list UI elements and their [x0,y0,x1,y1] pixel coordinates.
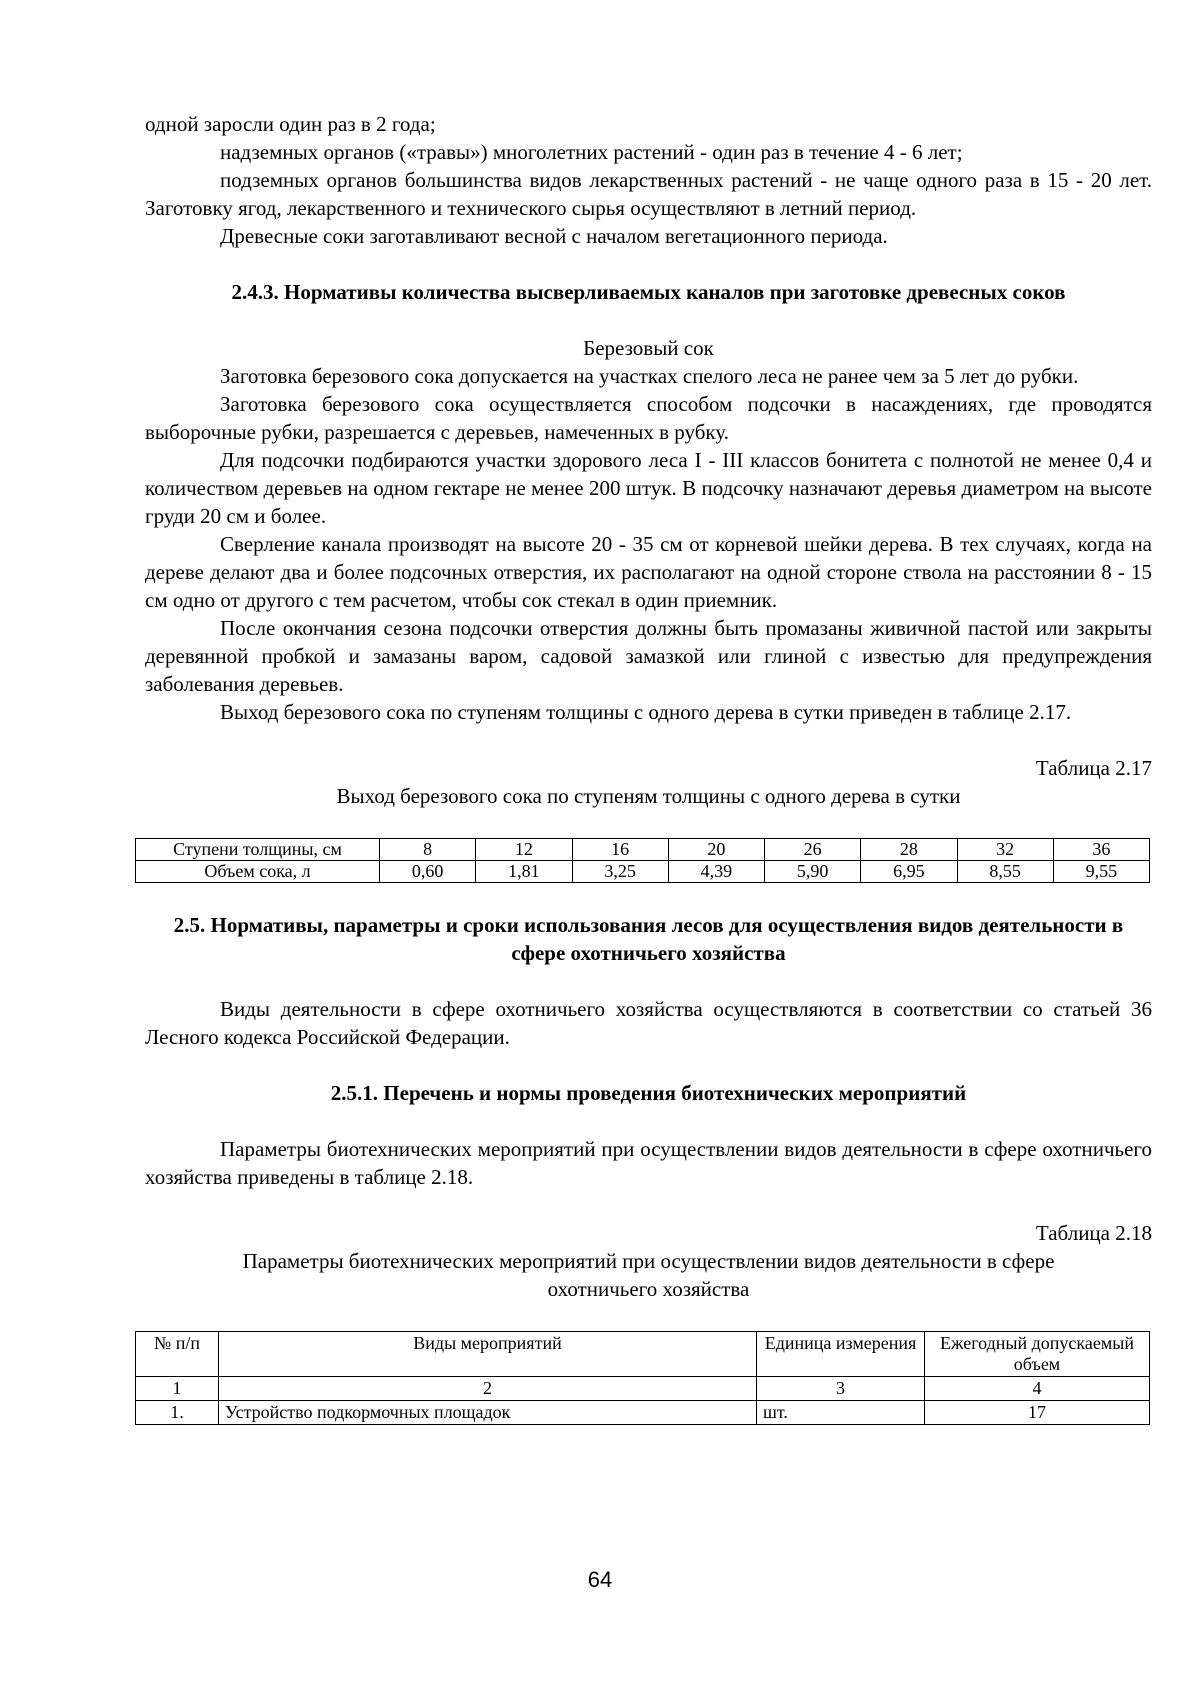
section-heading-2-4-3: 2.4.3. Нормативы количества высверливаемых каналов при заготовке древесных соков [231,280,1066,304]
table-cell: Объем сока, л [136,861,380,883]
paragraph: Заготовка березового сока осуществляется способом подсочки в насаждениях, где проводятся выборочные рубки, разрешается с деревьев, намеченных в рубку. [145,392,1152,444]
paragraph: Параметры биотехнических мероприятий при осуществлении видов деятельности в сфере охотничьего хозяйства приведены в таблице 2.18. [145,1137,1152,1189]
table-cell: 1,81 [476,861,572,883]
table-cell: 9,55 [1053,861,1149,883]
table-cell: 6,95 [861,861,957,883]
table-cell: 20 [668,839,764,861]
table-cell: 4,39 [668,861,764,883]
table-cell: 8 [380,839,476,861]
paragraph: Сверление канала производят на высоте 20 - 35 см от корневой шейки дерева. В тех случаях, когда на дереве делают два и более подсочных отверстия, их располагают на одной стороне ствола на расстоянии 8 - 15 см одно от другого с тем расчетом, чтобы сок стекал в один приемник. [145,532,1152,612]
table-cell: 0,60 [380,861,476,883]
table-2-18 [135,1331,1150,1425]
subheading: Березовый сок [583,336,714,360]
table-numbering-row [136,1377,1150,1401]
table-cell: 32 [957,839,1053,861]
paragraph: Выход березового сока по ступеням толщины с одного дерева в сутки приведен в таблице 2.17. [220,700,1072,724]
section-heading-2-5-1: 2.5.1. Перечень и нормы проведения биотехнических мероприятий [330,1081,967,1105]
table-cell: 5,90 [765,861,861,883]
paragraph: надземных органов («травы») многолетних растений - один раз в течение 4 - 6 лет; [220,140,963,164]
table-cell: 17 [925,1401,1150,1425]
paragraph: Заготовка березового сока допускается на участках спелого леса не ранее чем за 5 лет до рубки. [220,364,1079,388]
table-cell: 4 [925,1377,1150,1401]
table-cell: шт. [757,1401,925,1425]
column-header: Виды мероприятий [219,1332,757,1377]
table-cell: 3,25 [572,861,668,883]
column-header: № п/п [136,1332,219,1377]
paragraph: подземных органов большинства видов лекарственных растений - не чаще одного раза в 15 - 20 лет. Заготовку ягод, лекарственного и технического сырья осуществляют в летний период. [145,168,1152,220]
table-cell: 3 [757,1377,925,1401]
table-row [136,839,1150,861]
table-cell: 8,55 [957,861,1053,883]
table-label: Таблица 2.18 [1035,1221,1152,1245]
paragraph: Для подсочки подбираются участки здорового леса I - III классов бонитета с полнотой не менее 0,4 и количеством деревьев на одном гектаре не менее 200 штук. В подсочку назначают деревья диаметром на высоте груди 20 см и более. [145,448,1152,528]
page-number: 64 [587,1567,613,1592]
paragraph: Древесные соки заготавливают весной с началом вегетационного периода. [220,224,888,248]
table-cell: 26 [765,839,861,861]
table-cell: 1 [136,1377,219,1401]
table-label: Таблица 2.17 [1035,756,1152,780]
column-header: Единица измерения [757,1332,925,1377]
table-caption: Параметры биотехнических мероприятий при осуществлении видов деятельности в сфере охотничьего хозяйства [242,1249,1055,1301]
page-content [145,110,1152,1425]
table-cell: 28 [861,839,957,861]
section-heading-2-5: 2.5. Нормативы, параметры и сроки использования лесов для осуществления видов деятельности в сфере охотничьего хозяйства [173,913,1124,965]
table-caption: Выход березового сока по ступеням толщины с одного дерева в сутки [336,784,961,808]
paragraph: одной заросли один раз в 2 года; [145,112,436,136]
paragraph: Виды деятельности в сфере охотничьего хозяйства осуществляются в соответствии со статьей 36 Лесного кодекса Российской Федерации. [145,997,1152,1049]
table-cell: 36 [1053,839,1149,861]
table-row [136,861,1150,883]
table-cell: 1. [136,1401,219,1425]
paragraph: После окончания сезона подсочки отверстия должны быть промазаны живичной пастой или закрыты деревянной пробкой и замазаны варом, садовой замазкой или глиной с известью для предупреждения заболевания деревьев. [145,616,1152,696]
table-cell: Устройство подкормочных площадок [219,1401,757,1425]
table-cell: Ступени толщины, см [136,839,380,861]
table-header-row [136,1332,1150,1377]
table-2-17 [135,838,1150,883]
table-cell: 16 [572,839,668,861]
table-cell: 12 [476,839,572,861]
table-row [136,1401,1150,1425]
table-cell: 2 [219,1377,757,1401]
column-header: Ежегодный допускаемый объем [925,1332,1150,1377]
